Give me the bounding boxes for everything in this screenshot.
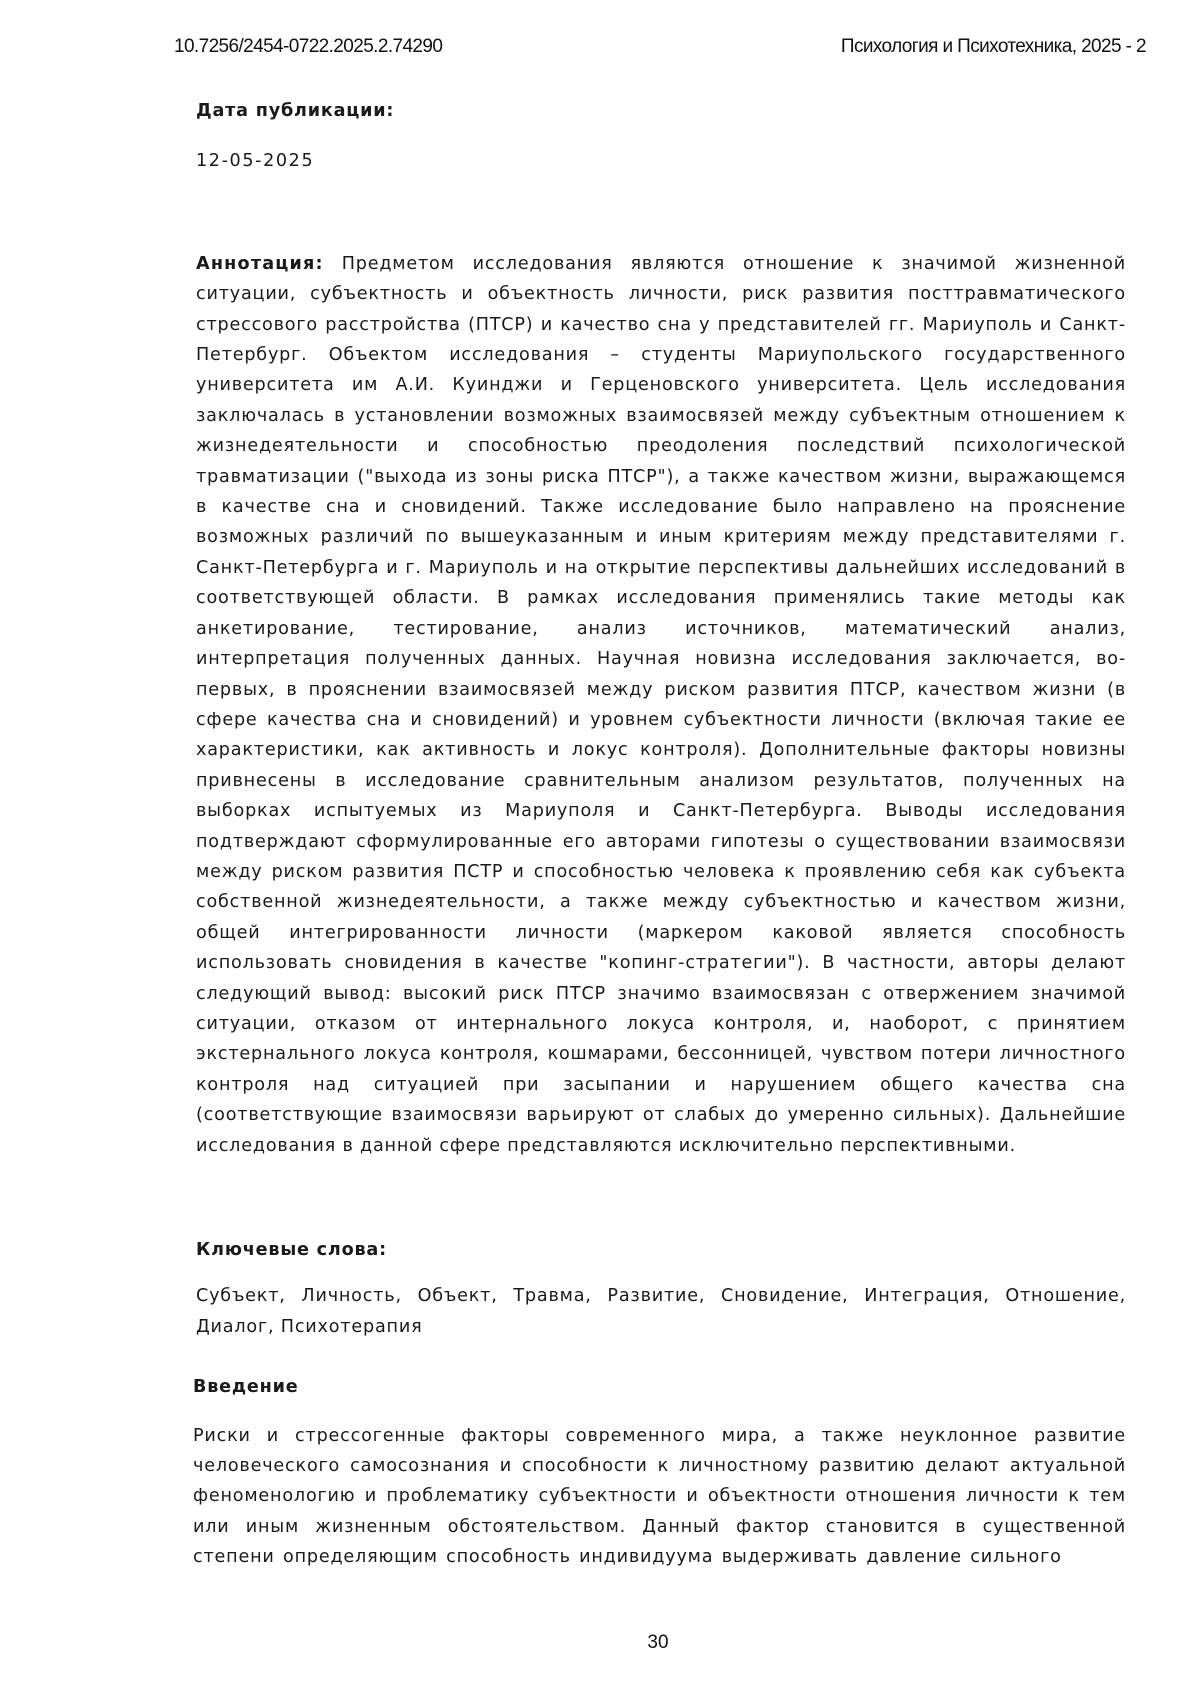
introduction-heading: Введение bbox=[193, 1372, 1126, 1402]
keywords-text: Субъект, Личность, Объект, Травма, Развитие, Сновидение, Интеграция, Отношение, Диалог, Психотерапия bbox=[196, 1281, 1126, 1342]
article-body bbox=[196, 96, 1126, 1573]
doi-text: 10.7256/2454-0722.2025.2.74290 bbox=[174, 36, 442, 58]
keywords-label: Ключевые слова: bbox=[196, 1235, 1126, 1265]
publication-date-label: Дата публикации: bbox=[196, 96, 1126, 126]
running-header bbox=[174, 36, 1146, 60]
page-number: 30 bbox=[0, 1632, 1200, 1654]
publication-date: 12-05-2025 bbox=[196, 146, 1126, 176]
abstract-text: Предметом исследования являются отношение к значимой жизненной ситуации, субъектность и объектность личности, риск развития посттравматического стрессового расстройства (ПТСР) и качество сна у представителей гг. Мариуполь и Санкт-Петербург. Объектом исследования – студенты Мариупольского государственного университета им А.И. Куинджи и Герценовского университета. Цель исследования заключалась в установлении возможных взаимосвязей между субъектным отношением к жизнедеятельности и способностью преодоления последствий психологической травматизации ("выхода из зоны риска ПТСР"), а также качеством жизни, выражающемся в качестве сна и сновидений. Также исследование было направлено на прояснение возможных различий по вышеуказанным и иным критериям между представителями г. Санкт-Петербурга и г. Мариуполь и на открытие перспективы дальнейших исследований в соответствующей области. В рамках исследования применялись такие методы как анкетирование, тестирование, анализ источников, математический анализ, интерпретация полученных данных. Научная новизна исследования заключается, во-первых, в прояснении взаимосвязей между риском развития ПТСР, качеством жизни (в сфере качества сна и сновидений) и уровнем субъектности личности (включая такие ее характеристики, как активность и локус контроля). Дополнительные факторы новизны привнесены в исследование сравнительным анализом результатов, полученных на выборках испытуемых из Мариуполя и Санкт-Петербурга. Выводы исследования подтверждают сформулированные его авторами гипотезы о существовании взаимосвязи между риском развития ПСТР и способностью человека к проявлению себя как субъекта собственной жизнедеятельности, а также между субъектностью и качеством жизни, общей интегрированности личности (маркером каковой является способность использовать сновидения в качестве "копинг-стратегии"). В частности, авторы делают следующий вывод: высокий риск ПТСР значимо взаимосвязан с отвержением значимой ситуации, отказом от интернального локуса контроля, и, наоборот, с принятием экстернального локуса контроля, кошмарами, бессонницей, чувством потери личностного контроля над ситуацией при засыпании и нарушением общего качества сна (соответствующие взаимосвязи варьируют от слабых до умеренно сильных). Дальнейшие исследования в данной сфере представляются исключительно перспективными. bbox=[196, 254, 1126, 1156]
abstract bbox=[196, 249, 1126, 1161]
introduction-text: Риски и стрессогенные факторы современного мира, а также неуклонное развитие человеческого самосознания и способности к личностному развитию делают актуальной феноменологию и проблематику субъектности и объектности отношения личности к тем или иным жизненным обстоятельством. Данный фактор становится в существенной степени определяющим способность индивидуума выдерживать давление сильного bbox=[193, 1421, 1126, 1573]
abstract-label: Аннотация: bbox=[196, 254, 324, 274]
journal-title: Психология и Психотехника, 2025 - 2 bbox=[841, 36, 1146, 58]
